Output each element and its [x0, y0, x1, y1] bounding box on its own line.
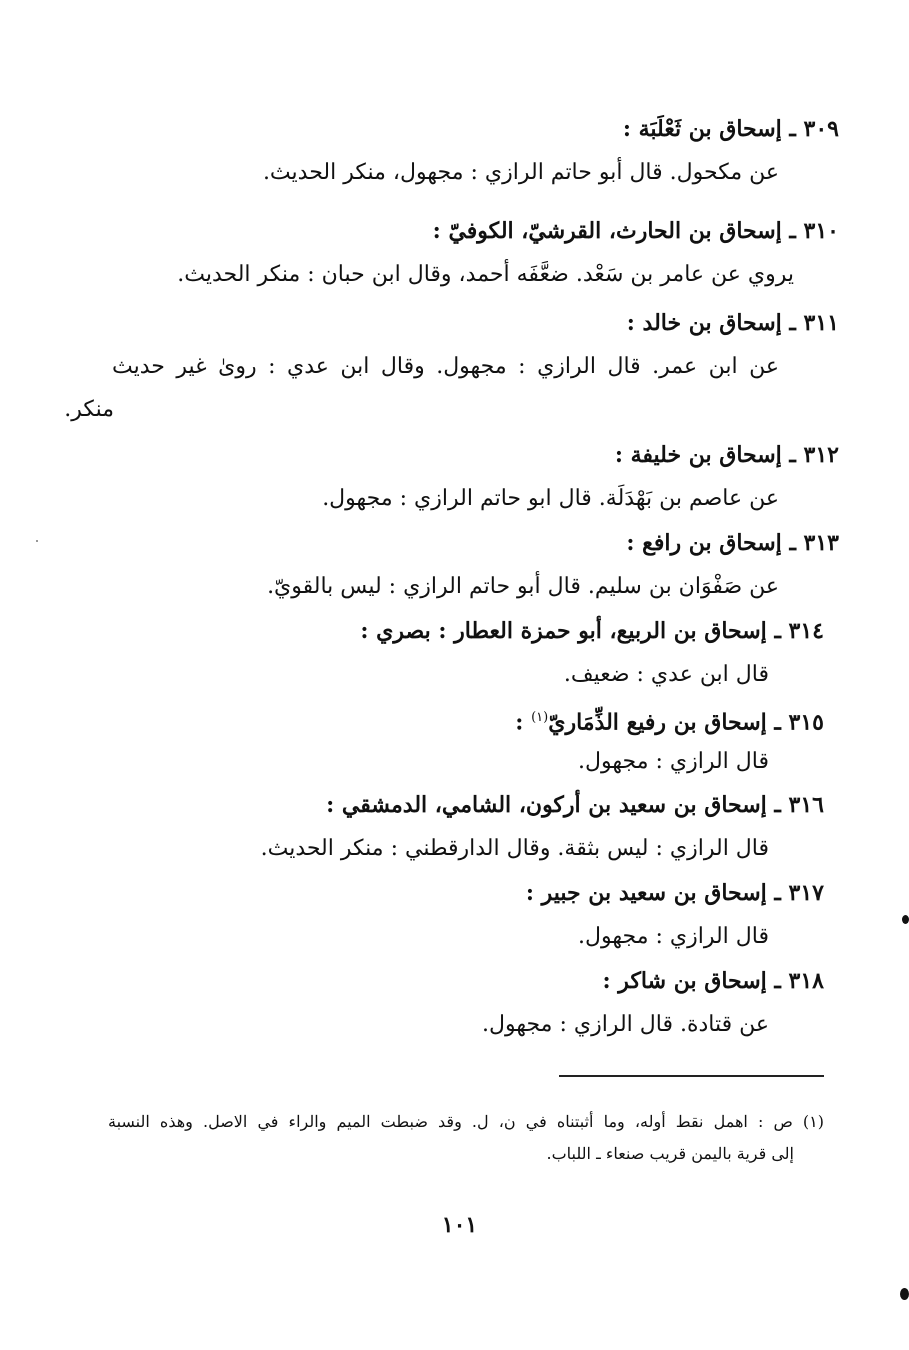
ink-speck [36, 540, 38, 542]
entry-heading: ٣١٤ ـ إسحاق بن الربيع، أبو حمزة العطار : بصري : [360, 618, 824, 644]
entry-text: عن قتادة. قال الرازي : مجهول. [481, 1012, 769, 1037]
entry-heading: ٣١٠ ـ إسحاق بن الحارث، القرشيّ، الكوفيّ : [432, 218, 839, 244]
entry-heading: ٣٠٩ ـ إسحاق بن ثَعْلَبَة : [622, 116, 839, 142]
entry-text: عن عاصم بن بَهْدَلَة. قال ابو حاتم الرازي : مجهول. [322, 486, 779, 511]
entry-text: عن صَفْوَان بن سليم. قال أبو حاتم الرازي : ليس بالقويّ. [267, 574, 779, 599]
entry-heading: ٣١٦ ـ إسحاق بن سعيد بن أركون، الشامي، الدمشقي : [326, 792, 824, 818]
footnote-line: إلى قرية باليمن قريب صنعاء ـ اللباب. [546, 1144, 794, 1163]
entry-heading: ٣١٧ ـ إسحاق بن سعيد بن جبير : [525, 880, 824, 906]
footnote-divider [559, 1075, 824, 1077]
footnote-line: (١) ص : اهمل نقط أوله، وما أثبتناه في ن، ل. وقد ضبطت الميم والراء في الاصل. وهذه النسبة [108, 1112, 825, 1131]
entry-heading [515, 703, 824, 737]
entry-text: يروي عن عامر بن سَعْد. ضعَّفَه أحمد، وقال ابن حبان : منكر الحديث. [177, 262, 794, 287]
entry-heading: ٣١٣ ـ إسحاق بن رافع : [626, 530, 839, 556]
entry-heading-end: : [515, 709, 532, 736]
ink-dot [902, 915, 909, 924]
ink-dot [900, 1288, 909, 1300]
entry-text: عن ابن عمر. قال الرازي : مجهول. وقال ابن عدي : روىٰ غير حديث [112, 354, 779, 379]
entry-text: قال الرازي : مجهول. [578, 749, 769, 774]
entry-text: قال ابن عدي : ضعيف. [563, 662, 769, 687]
entry-text: عن مكحول. قال أبو حاتم الرازي : مجهول، منكر الحديث. [262, 160, 779, 185]
entry-heading-text: ٣١٥ ـ إسحاق بن رفيع الذِّمَاريّ [548, 709, 824, 736]
page-number: ١٠١ [441, 1212, 478, 1238]
entry-heading: ٣١١ ـ إسحاق بن خالد : [626, 310, 839, 336]
entry-text-continuation: منكر. [64, 397, 114, 422]
entry-text: قال الرازي : مجهول. [578, 924, 769, 949]
footnote-marker[interactable]: (١) [531, 710, 549, 725]
entry-text: قال الرازي : ليس بثقة. وقال الدارقطني : منكر الحديث. [260, 836, 769, 861]
entry-heading: ٣١٨ ـ إسحاق بن شاكر : [602, 968, 824, 994]
entry-heading: ٣١٢ ـ إسحاق بن خليفة : [614, 442, 839, 468]
